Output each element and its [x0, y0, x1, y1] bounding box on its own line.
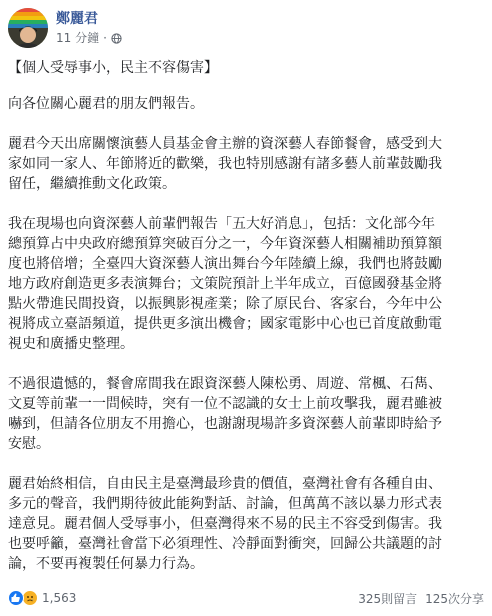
author-avatar[interactable] [8, 8, 48, 48]
reaction-summary[interactable] [8, 590, 76, 606]
post-paragraph: 麗君始終相信，自由民主是臺灣最珍貴的價值，臺灣社會有各種自由、 多元的聲音，我們期待彼此能夠對話、討論，但萬萬不該以暴力形式表 達意見。麗君個人受辱事小，但臺灣得來不易的民主不容受到傷害。我 也要呼籲，臺灣社會當下必須理性、冷靜面對衝突，回歸公共議題的討 論，不要再複製任何暴力行為。 [8, 476, 442, 572]
post-paragraph: 向各位關心麗君的朋友們報告。 [8, 96, 204, 112]
author-name-link[interactable]: 鄭麗君 [56, 11, 98, 27]
sad-icon [22, 590, 38, 606]
post-title: 【個人受辱事小，民主不容傷害】 [8, 60, 218, 76]
globe-icon[interactable] [111, 33, 122, 44]
post-meta [56, 30, 122, 46]
shares-count-link[interactable]: 125次分享 [425, 591, 484, 606]
avatar-image [8, 8, 48, 48]
post-header [8, 6, 122, 50]
meta-separator: · [103, 31, 107, 45]
like-icon [8, 590, 24, 606]
reaction-count: 1,563 [42, 591, 77, 605]
post-paragraph: 麗君今天出席關懷演藝人員基金會主辦的資深藝人春節餐會，感受到大 家如同一家人、年節將近的歡樂，我也特別感謝有諸多藝人前輩鼓勵我 留任，繼續推動文化政策。 [8, 136, 442, 192]
post-timestamp[interactable]: 11 分鐘 [56, 31, 100, 45]
post-body [8, 58, 486, 594]
comments-count-link[interactable]: 325則留言 [358, 591, 418, 606]
post-footer [8, 588, 484, 608]
post-paragraph: 不過很遺憾的，餐會席間我在跟資深藝人陳松勇、周遊、常楓、石雋、 文夏等前輩一一問候時，突有一位不認識的女士上前攻擊我，麗君雖被 嚇到，但請各位朋友不用擔心，也謝謝現場許多資深藝人前輩即時給予 安慰。 [8, 376, 442, 452]
author-block [56, 10, 122, 46]
post-paragraph: 我在現場也向資深藝人前輩們報告「五大好消息」，包括：文化部今年 總預算占中央政府總預算突破百分之一，今年資深藝人相關補助預算額 度也將倍增；全臺四大資深藝人演出舞台今年陸續上線，我們也將鼓勵 地方政府創造更多表演舞台；文策院預計上半年成立，百億國發基金將 點火帶進民間投資，以振興影視產業；除了原民台、客家台，今年中公 視將成立臺語頻道，提供更多演出機會；國家電影中心也已首度啟動電 視史和廣播史整理。 [8, 216, 442, 352]
